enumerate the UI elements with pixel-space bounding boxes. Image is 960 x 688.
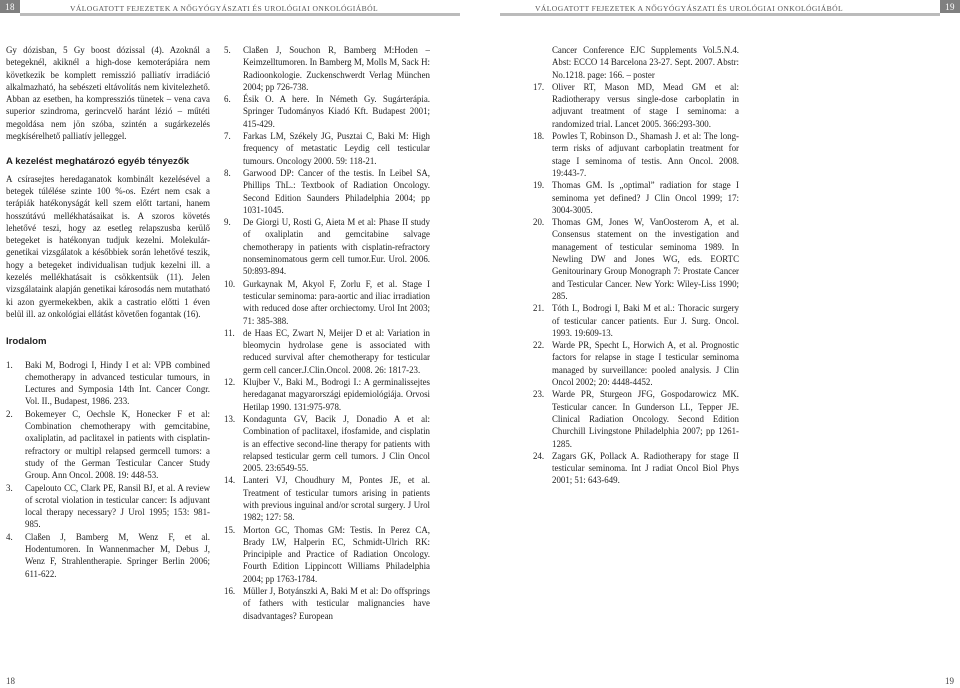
running-header-left <box>0 0 480 20</box>
reference-item: 2. Bokemeyer C, Oechsle K, Honecker F et al: Combination chemotherapy with gemcitabine, oxaliplatin, ad paclitaxel in patients with cisplatin-refractory or multipl relapsed germcell tumors: a study of the German Testicular Cancer Study Group. Ann Oncol. 2008. 19: 448-53. <box>6 408 210 481</box>
header-rule-right <box>500 13 940 16</box>
reference-item: 7. Farkas LM, Székely JG, Pusztai C, Baki M: High frequency of metastatic Leydig cell testicular tumours. Oncology 2000. 59: 118-21. <box>224 131 430 166</box>
reference-item: 15. Morton GC, Thomas GM: Testis. In Perez CA, Brady LW, Halperin EC, Schmidt-Ulrich RK: Principiple and Practice of Radiation Oncology. Fourth Edition Lippincott Williams Philadelphia 2004; pp 1763-1784. <box>224 524 430 584</box>
reference-item: 8. Garwood DP: Cancer of the testis. In Leibel SA, Phillips ThL.: Textbook of Radiation Oncology. Second Edition Saunders Philadelphia 2004; pp 1031-1045. <box>224 167 430 215</box>
reference-item: 14. Lanteri VJ, Choudhury M, Pontes JE, et al. Treatment of testicular tumors arising in patients with previous inguinal and/or scrotal surgery. J Urol 1982; 127: 58. <box>224 475 430 523</box>
reference-item: 20. Thomas GM, Jones W, VanOosterom A, et al. Consensus statement on the investigation and management of testicular seminoma 1989. In Newling DW and Jones WG, eds. EORTC Genitourinary Group Monograph 7: Prostate Cancer and Testicular Cancer. New York: Wiley-Liss 1990; 285. <box>533 217 739 301</box>
reference-item: 22. Warde PR, Specht L, Horwich A, et al. Prognostic factors for relapse in stage I testicular seminoma managed by surveillance: pooled analysis. J Clin Oncol 2002; 20: 4448-4452. <box>533 340 739 388</box>
column-middle <box>224 44 430 622</box>
header-rule-left <box>20 13 460 16</box>
page-number-footer-left: 18 <box>6 676 15 686</box>
reference-list-1 <box>6 359 210 580</box>
reference-item: 12. Klujber V., Baki M., Bodrogi I.: A germinalissejtes heredaganat magyarországi epidemiológiája. Orvosi Hetilap 1990. 131:975-978. <box>224 377 430 412</box>
reference-item: 5. Claßen J, Souchon R, Bamberg M:Hoden – Keimzelltumoren. In Bamberg M, Molls M, Sack H: Radioonkologie. Zuckenschwerdt Verlag München 2004; pp 726-738. <box>224 45 430 92</box>
reference-item: 17. Oliver RT, Mason MD, Mead GM et al: Radiotherapy versus single-dose carboplatin in adjuvant treatment of stage I seminoma: a randomized trial. Lancet 2005. 366:293-300. <box>533 81 739 129</box>
reference-item: 3. Capelouto CC, Clark PE, Ransil BJ, et al. A review of scrotal violation in testicular cancer: Is adjuvant local therapy necessary? J Urol 1995; 153: 981-985. <box>6 482 210 530</box>
running-title-left: VÁLOGATOTT FEJEZETEK A NŐGYÓGYÁSZATI ÉS UROLÓGIAI ONKOLÓGIÁBÓL <box>70 4 378 13</box>
body-paragraph-2: A csírasejtes heredaganatok kombinált kezelésével a betegek túlélése szinte 100 %-os. Ezért nem csak a terápiák hatékonyságát kell szem előtt tartani, hanem hosszútávú mellékhatásaikat is. A szoros követés lehetővé teszi, hogy az esetleg relapszusba kerülő betegeket is hatékonyan tudjuk kezelni. Molekulár-genetikai vizsgálatok a későbbiek során lehetővé teszik, hogy a betegeket individualisan tudjuk kezelni ill. a kezelés mellékhatásait is csökkentsük (11). Jelen vizsgálataink alapján genetikai károsodás nem mutatható ki azon gyermekekben, akik a castratio előtti 1 éven belül ill. az onkológiai ellátást követően fogantak (16). <box>6 173 210 319</box>
column-right <box>533 44 739 487</box>
references-heading: Irodalom <box>6 336 47 348</box>
reference-item: 1. Baki M, Bodrogi I, Hindy I et al: VPB combined chemotherapy in advanced testicular tumours, in Lectures and Symposia 14th Int. Cancer Congr. Vol. II., Budapest, 1986. 233. <box>6 359 210 407</box>
reference-item: 4. Claßen J, Bamberg M, Wenz F, et al. Hodentumoren. In Wannenmacher M, Debus J, Wenz F, Strahlentherapie. Springer Berlin 2006; 611-622. <box>6 531 210 579</box>
page-number-tab-right: 19 <box>940 0 960 13</box>
reference-item: 18. Powles T, Robinson D., Shamash J. et al: The long-term risks of adjuvant carboplatin treatment for stage I seminoma of testis. Ann Oncol. 2008. 19:443-7. <box>533 131 739 178</box>
reference-item: 11. de Haas EC, Zwart N, Meijer D et al: Variation in bleomycin hydrolase gene is associated with reduced survival after chemotherapy for testicular germ cell cancer.J.Clin.Oncol. 2008. 26: 1817-23. <box>224 327 430 375</box>
reference-item: 19. Thomas GM. Is „optimal” radiation for stage I seminoma yet defined? J Clin Oncol 1999; 17: 3004-3005. <box>533 180 739 215</box>
reference-item-continued: Cancer Conference EJC Supplements Vol.5.N.4. Abst: ECCO 14 Barcelona 23-27. Sept. 2007. Abstr: No.1218. page: 166. – poster <box>552 45 739 80</box>
page-number-tab-left: 18 <box>0 0 20 13</box>
reference-item: 21. Tóth I., Bodrogi I, Baki M et al.: Thoracic surgery of testicular cancer patients. Eur J. Surg. Oncol. 1993. 19:609-13. <box>533 303 739 338</box>
body-paragraph-1: Gy dózisban, 5 Gy boost dózissal (4). Azoknál a betegeknél, akiknél a high-dose kemoterápiára nem következik be komplett remisszió palliatív irradiáció alkalmazható, ha sebészeti eltávolítás nem kivitelezhető. Abban az esetben, ha kompressziós tünetek – vena cava superior szindroma, gerincvelő haránt lézió – műtéti megoldása nem jön szóba, szintén a sugárkezelés megkísérelhető palliatív jelleggel. <box>6 45 210 142</box>
reference-item: 10. Gurkaynak M, Akyol F, Zorlu F, et al. Stage I testicular seminoma: para-aortic and iliac irradiation with reduced dose after orchiectomy. Urol Int 2003; 71: 385-388. <box>224 278 430 326</box>
reference-item: 23. Warde PR, Sturgeon JFG, Gospodarowicz MK. Testicular cancer. In Gunderson LL, Tepper JE. Clinical Radiation Oncology. Second Edition Churchill Livingstone Philadelphia 2007; pp 1261-1285. <box>533 389 739 449</box>
reference-list-2 <box>224 44 430 622</box>
reference-list-3 <box>533 44 739 487</box>
reference-item: 16. Müller J, Botyánszki A, Baki M et al: Do offsprings of fathers with testicular malignancies have disadvantages? European <box>224 586 430 621</box>
reference-item: 9. De Giorgi U, Rosti G, Aieta M et al: Phase II study of oxaliplatin and gemcitabine salvage chemotherapy in patients with cisplatin-refractory nonseminomatous germ cell tumor.Eur. Urol. 2006. 50:893-894. <box>224 217 430 277</box>
section-heading: A kezelést meghatározó egyéb tényezők <box>6 156 190 168</box>
column-left <box>6 44 210 580</box>
running-title-right: VÁLOGATOTT FEJEZETEK A NŐGYÓGYÁSZATI ÉS UROLÓGIAI ONKOLÓGIÁBÓL <box>535 4 843 13</box>
reference-item: 24. Zagars GK, Pollack A. Radiotherapy for stage II testicular seminoma. Int J radiat Oncol Biol Phys 2001; 51: 643-649. <box>533 450 739 486</box>
page-number-footer-right: 19 <box>945 676 954 686</box>
running-header-right <box>480 0 960 20</box>
reference-item: 13. Kondagunta GV, Bacik J, Donadio A et al: Combination of paclitaxel, ifosfamide, and cisplatin is an effective second-line therapy for patients with relapsed testicular germ cell tumors. J Clin Oncol 2005. 23:6549-55. <box>224 413 430 474</box>
reference-item: 6. Ésik O. A here. In Németh Gy. Sugárterápia. Springer Tudományos Kiadó Kft. Budapest 2001; 415-429. <box>224 94 430 129</box>
